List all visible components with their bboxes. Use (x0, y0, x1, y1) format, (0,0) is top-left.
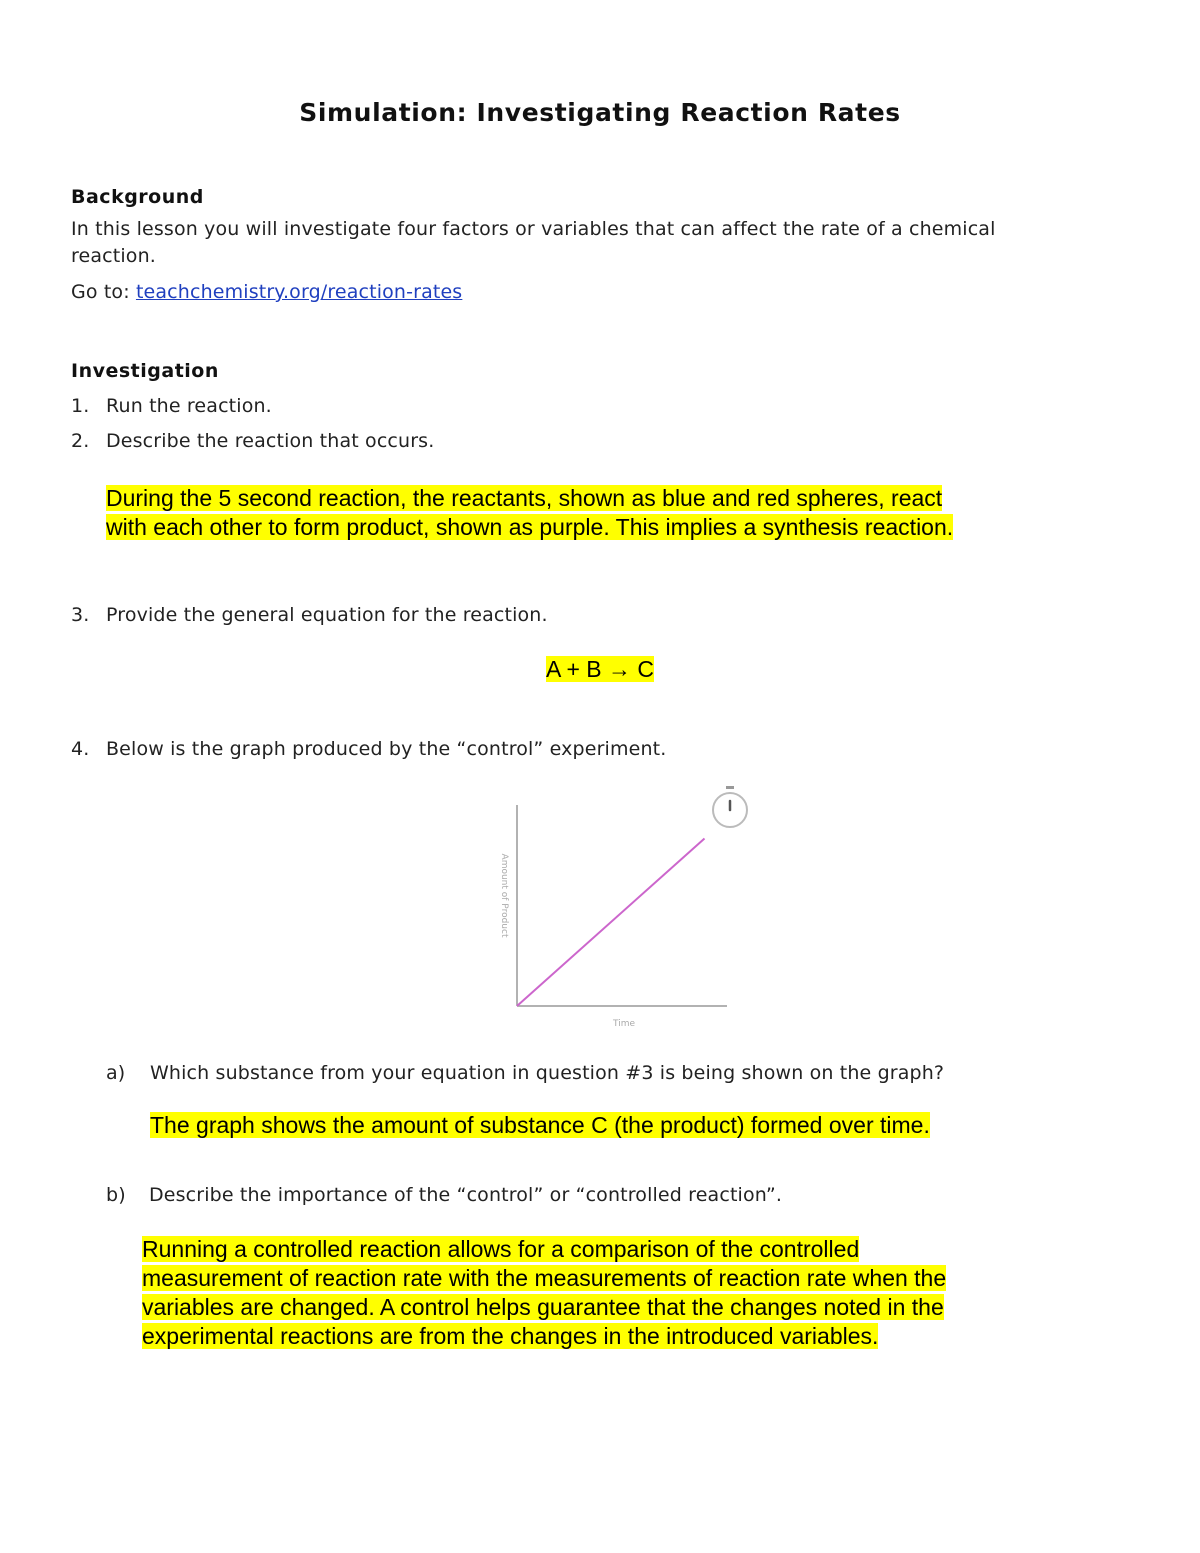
step-number: 1. (71, 395, 90, 417)
goto-line (71, 279, 462, 306)
answer-step-2 (106, 484, 953, 542)
answer-b-line-3: variables are changed. A control helps guarantee that the changes noted in the (142, 1294, 944, 1320)
answer-b-line-2: measurement of reaction rate with the measurements of reaction rate when the (142, 1265, 947, 1291)
investigation-heading: Investigation (71, 360, 219, 382)
step-4 (71, 736, 666, 763)
step-1 (71, 393, 272, 420)
background-line-2: reaction. (71, 245, 156, 267)
answer-a-text: The graph shows the amount of substance C (the product) formed over time. (150, 1112, 930, 1138)
general-equation: A + B → C (545, 656, 654, 682)
answer-b (142, 1235, 946, 1351)
step-number: 2. (71, 430, 90, 452)
sub-question-a (106, 1060, 944, 1087)
control-graph-svg (480, 780, 760, 1040)
step-text: Below is the graph produced by the “control” experiment. (106, 738, 667, 760)
answer-b-line-1: Running a controlled reaction allows for a comparison of the controlled (142, 1236, 860, 1262)
step-number: 4. (71, 738, 90, 760)
sub-question-label: a) (106, 1062, 126, 1084)
x-axis-label: Time (612, 1019, 636, 1029)
y-axis-label: Amount of Product (499, 853, 509, 938)
page-title: Simulation: Investigating Reaction Rates (299, 98, 901, 127)
step-text: Run the reaction. (106, 395, 272, 417)
step-3 (71, 602, 548, 629)
background-line-1: In this lesson you will investigate four factors or variables that can affect the rate of a chemical (71, 218, 996, 240)
step-text: Provide the general equation for the reaction. (106, 604, 548, 626)
sub-question-b (106, 1182, 782, 1209)
background-paragraph (71, 216, 1151, 270)
goto-label: Go to: (71, 281, 136, 303)
product-series-line (517, 839, 705, 1007)
answer-b-line-4: experimental reactions are from the changes in the introduced variables. (142, 1323, 879, 1349)
equation-row (0, 655, 1200, 684)
sub-question-text: Describe the importance of the “control” or “controlled reaction”. (149, 1184, 783, 1206)
step-text: Describe the reaction that occurs. (106, 430, 435, 452)
background-heading: Background (71, 186, 204, 208)
reaction-rates-link[interactable]: teachchemistry.org/reaction-rates (135, 281, 463, 303)
answer-2-line-2: with each other to form product, shown as purple. This implies a synthesis reaction. (106, 514, 954, 540)
sub-question-text: Which substance from your equation in question #3 is being shown on the graph? (150, 1062, 945, 1084)
stopwatch-icon (713, 786, 747, 827)
step-number: 3. (71, 604, 90, 626)
step-2 (71, 428, 434, 455)
sub-question-label: b) (106, 1184, 126, 1206)
answer-a (150, 1111, 930, 1140)
control-graph (480, 780, 760, 1040)
answer-2-line-1: During the 5 second reaction, the reactants, shown as blue and red spheres, react (106, 485, 943, 511)
